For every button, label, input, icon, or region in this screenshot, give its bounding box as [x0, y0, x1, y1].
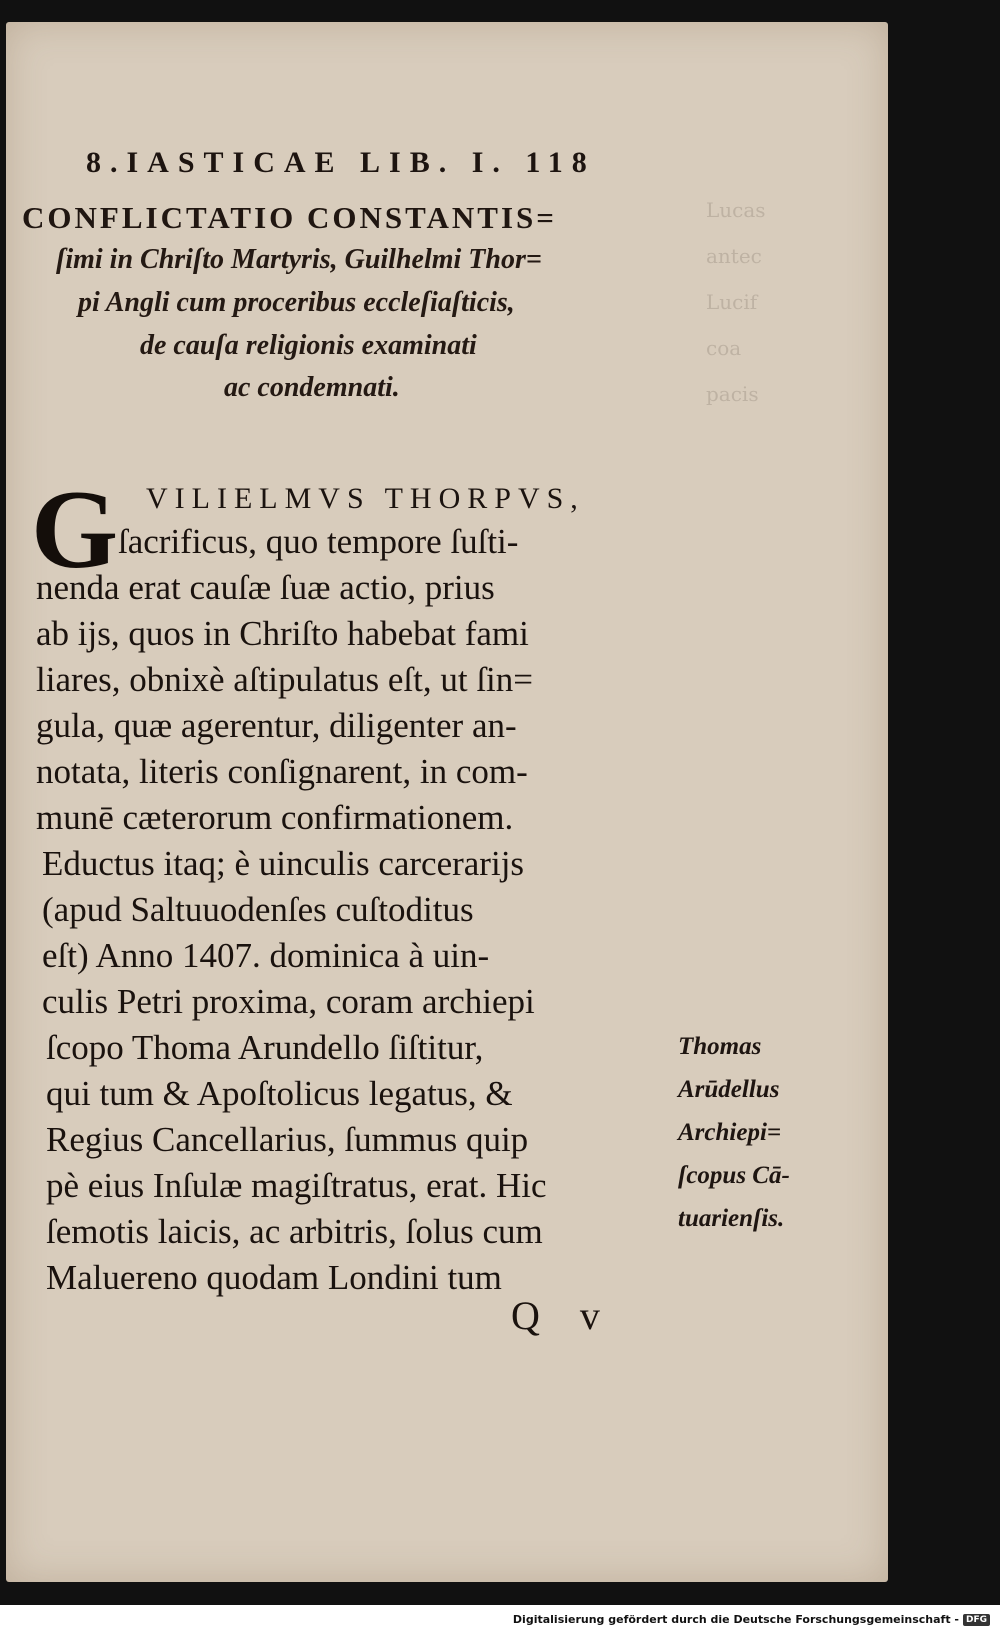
body-line: ab ijs, quos in Chriſto habebat fami: [36, 614, 529, 653]
body-line: notata, literis conſignarent, in com-: [36, 752, 528, 791]
marginal-note-line: tuarienſis.: [678, 1205, 785, 1232]
chapter-title-line: ac condemnati.: [224, 372, 400, 403]
digitization-credit: [513, 1613, 990, 1626]
chapter-title-line: pi Angli cum proceribus eccleſiaſticis,: [78, 287, 515, 318]
marginal-note: [678, 1025, 858, 1240]
show-through-line: Lucif: [706, 290, 758, 314]
show-through-text: [706, 187, 866, 417]
marginal-note-line: Arūdellus: [678, 1076, 780, 1103]
body-line: Regius Cancellarius, ſummus quip: [46, 1120, 529, 1159]
body-line: gula, quæ agerentur, diligenter an-: [36, 706, 517, 745]
marginal-note-line: ſcopus Cā-: [678, 1162, 790, 1189]
marginal-note-line: Archiepi=: [678, 1119, 782, 1146]
body-line: nenda erat cauſæ ſuæ actio, prius: [36, 568, 495, 607]
credit-text: Digitalisierung gefördert durch die Deutsche Forschungsgemeinschaft -: [512, 1613, 959, 1626]
body-line: liares, obnixè aſtipulatus eſt, ut ſin=: [36, 660, 534, 699]
signature-catchword: Q v: [511, 1293, 600, 1338]
show-through-line: pacis: [706, 382, 759, 406]
show-through-line: coa: [706, 336, 742, 360]
body-line: Eductus itaq; è uinculis carcerarijs: [42, 844, 525, 883]
drop-cap-initial: G: [31, 468, 119, 592]
show-through-line: antec: [706, 244, 762, 268]
show-through-line: Lucas: [706, 198, 766, 222]
body-line: ſemotis laicis, ac arbitris, ſolus cum: [46, 1212, 543, 1251]
body-line: qui tum & Apoſtolicus legatus, &: [46, 1074, 513, 1113]
body-line: eſt) Anno 1407. dominica à uin-: [42, 936, 490, 975]
body-line: munē cæterorum confirmationem.: [36, 798, 514, 837]
opening-caps: VILIELMVS THORPVS,: [146, 482, 585, 515]
body-line: ſcopo Thoma Arundello ſiſtitur,: [46, 1028, 484, 1067]
book-page: [6, 22, 888, 1582]
chapter-title-line: ſimi in Chriſto Martyris, Guilhelmi Thor=: [56, 244, 542, 275]
body-line: culis Petri proxima, coram archiepi: [42, 982, 535, 1021]
dfg-logo: DFG: [963, 1614, 990, 1626]
body-line: ſacrificus, quo tempore ſuſti-: [118, 522, 519, 561]
chapter-title-line: de cauſa religionis examinati: [140, 330, 477, 361]
chapter-title-caps: CONFLICTATIO CONSTANTIS=: [22, 200, 557, 235]
body-line: pè eius Inſulæ magiſtratus, erat. Hic: [46, 1166, 547, 1205]
body-line: Maluereno quodam Londini tum: [46, 1258, 502, 1297]
running-head: 8.IASTICAE LIB. I. 118: [86, 146, 596, 179]
marginal-note-line: Thomas: [678, 1033, 762, 1060]
body-line: (apud Saltuuodenſes cuſtoditus: [42, 890, 474, 929]
